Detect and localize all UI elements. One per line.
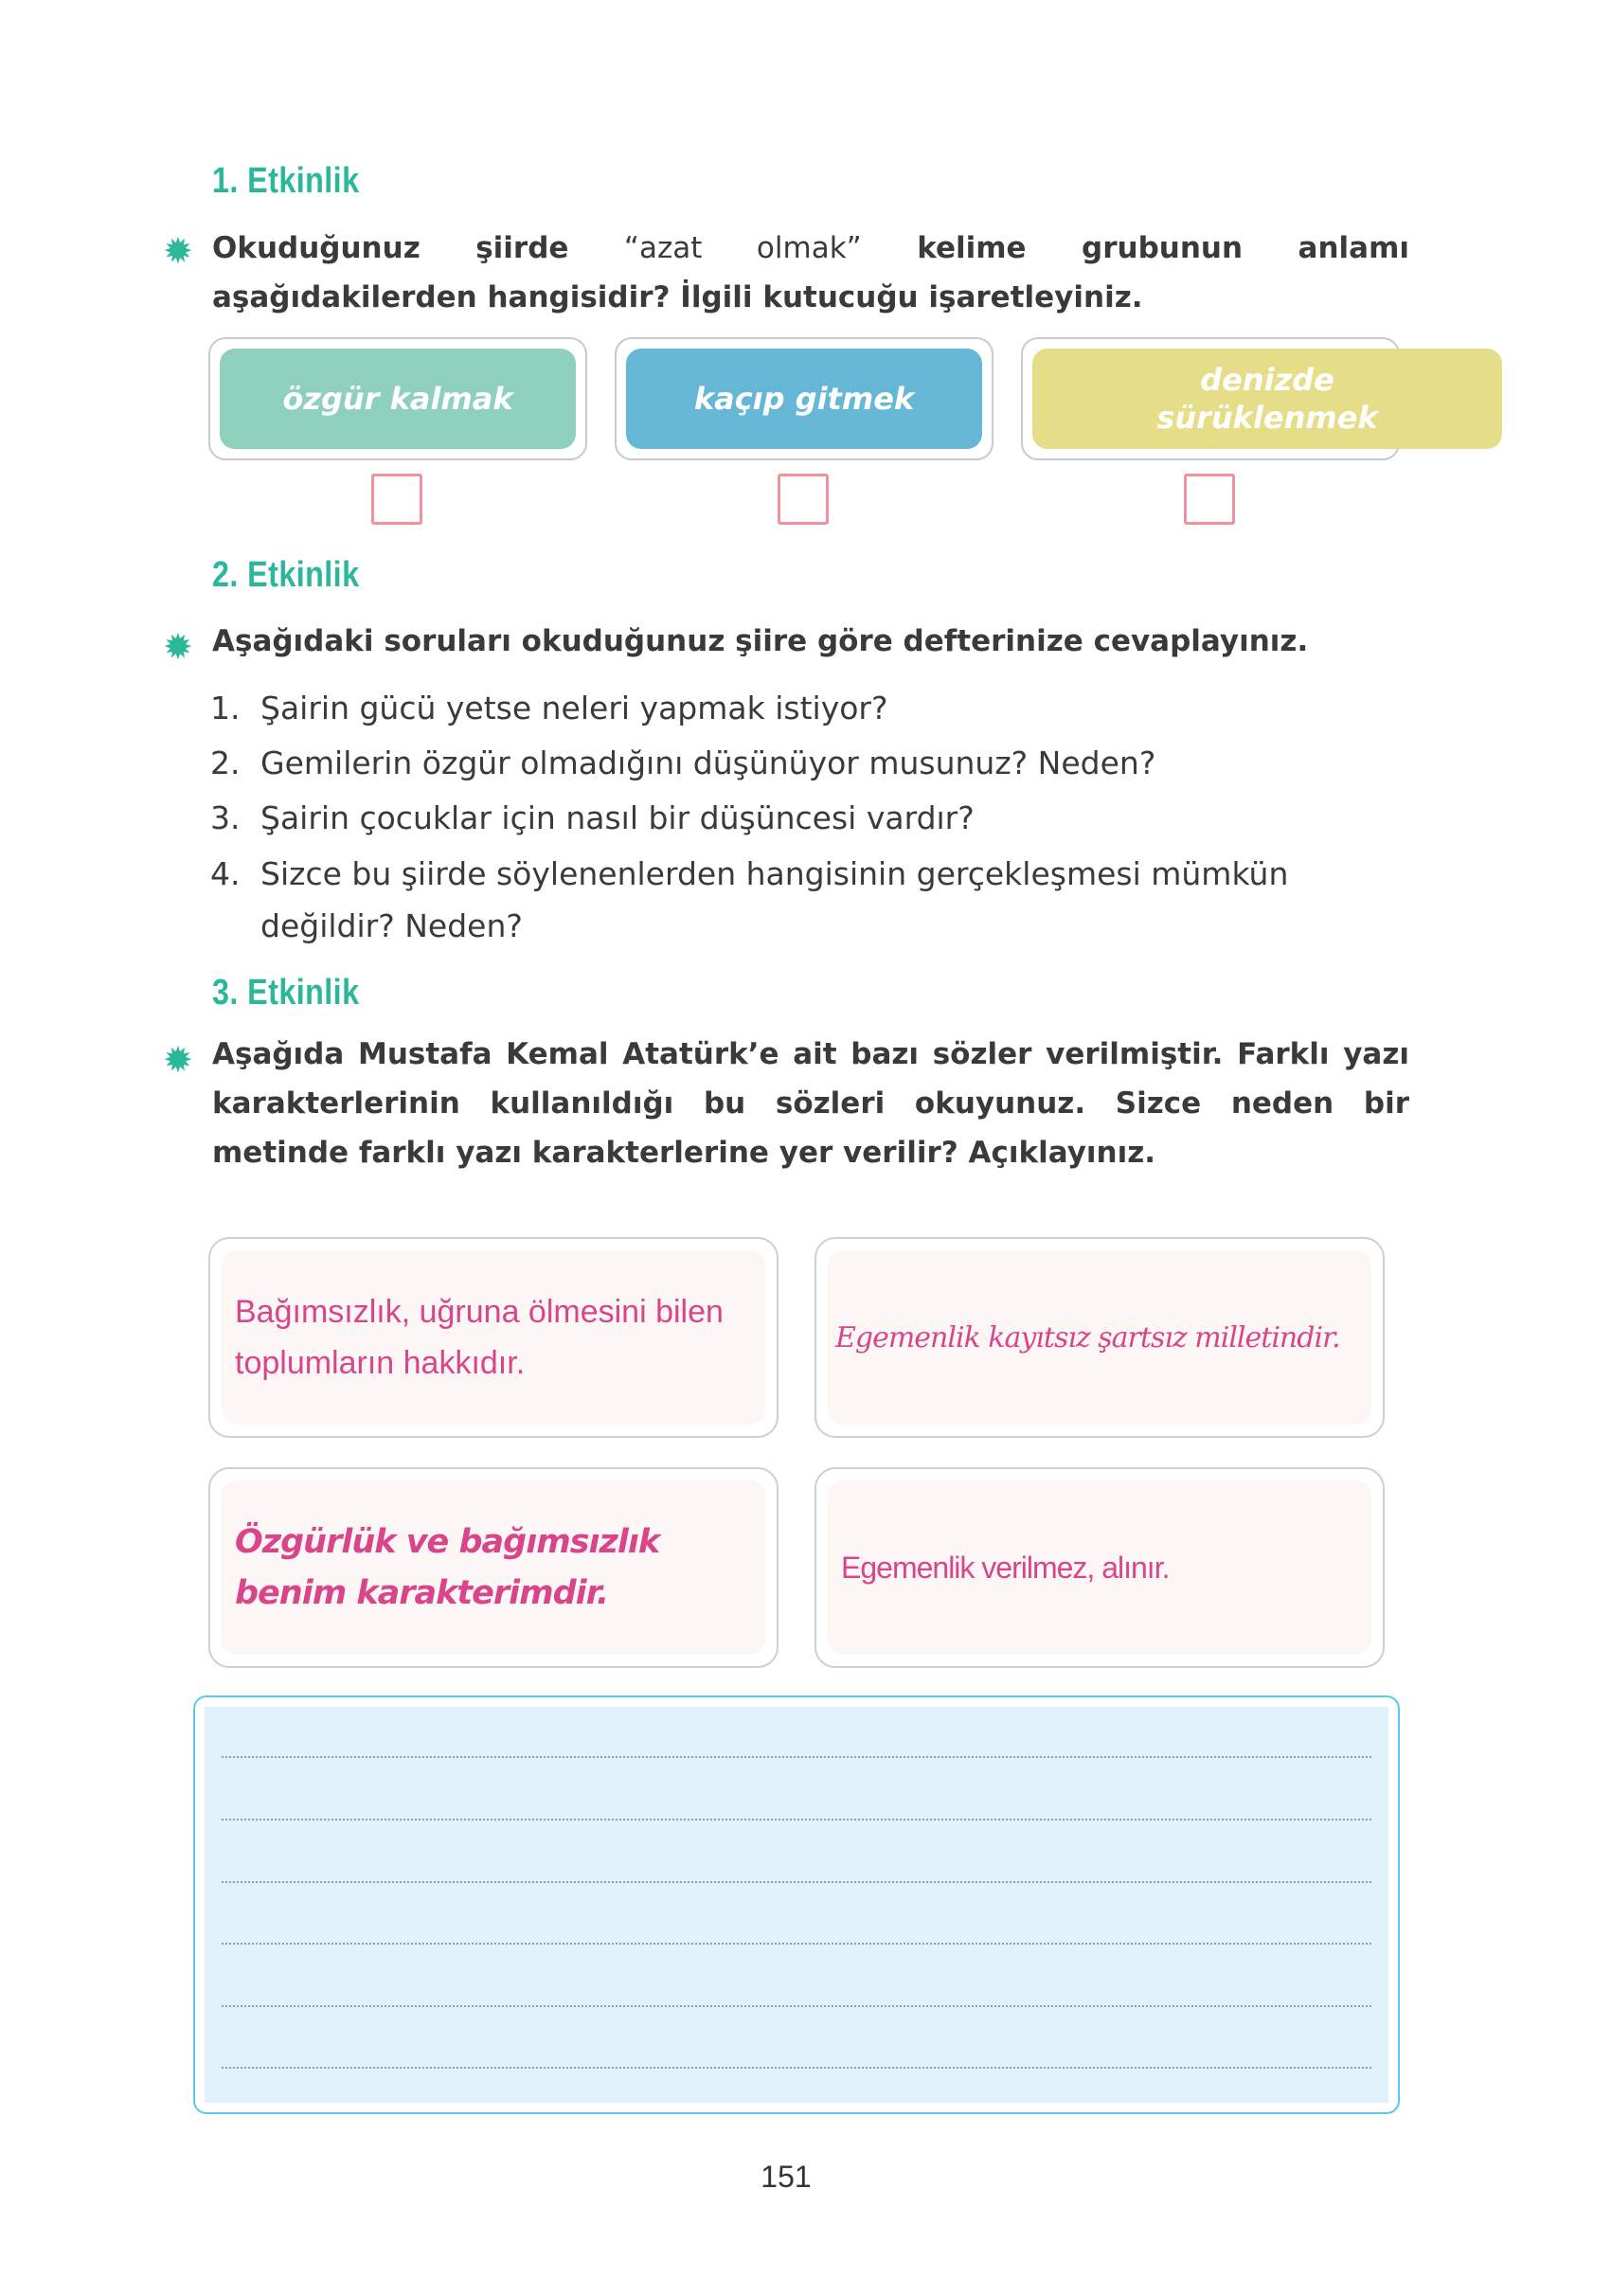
instruction-text: Okuduğunuz şiirde [212, 231, 624, 265]
writing-line [222, 1819, 1371, 1821]
quote-text: Egemenlik verilmez, alınır. [828, 1480, 1371, 1655]
quote-text: Egemenlik kayıtsız şartsız milletindir. [828, 1250, 1371, 1425]
activity-2-instruction: Aşağıdaki soruları okuduğunuz şiire göre defterinize cevaplayınız. [212, 624, 1309, 658]
question-text: Sizce bu şiirde söylenenlerden hangisinin gerçekleşmesi mümkün değildir? Neden? [260, 855, 1289, 944]
writing-line [222, 2067, 1371, 2069]
question-text: Gemilerin özgür olmadığını düşünüyor musunuz? Neden? [260, 744, 1156, 781]
activity-1-heading: 1. Etkinlik [212, 161, 360, 201]
star-bullet-icon: ✹ [163, 230, 193, 272]
option-label: özgür kalmak [220, 349, 576, 449]
writing-line [222, 1756, 1371, 1758]
question-text: Şairin çocuklar için nasıl bir düşüncesi vardır? [260, 799, 975, 836]
question-number: 4. [210, 855, 241, 892]
option-kacip-gitmek [615, 337, 993, 460]
checkbox-ozgur-kalmak[interactable] [371, 474, 422, 525]
star-bullet-icon: ✹ [163, 626, 193, 668]
quote-card [814, 1237, 1385, 1438]
star-bullet-icon: ✹ [163, 1039, 193, 1081]
activity-2-heading: 2. Etkinlik [212, 555, 360, 595]
quote-card [208, 1237, 779, 1438]
checkbox-kacip-gitmek[interactable] [778, 474, 829, 525]
activity-3-heading: 3. Etkinlik [212, 973, 360, 1013]
quote-text: Bağımsızlık, uğruna ölmesini bilen toplumların hakkıdır. [222, 1250, 765, 1425]
option-ozgur-kalmak [208, 337, 587, 460]
writing-line [222, 1881, 1371, 1883]
answer-writing-area[interactable] [193, 1695, 1400, 2114]
quote-text: Özgürlük ve bağımsızlık benim karakterimdir. [222, 1480, 765, 1655]
quote-card [208, 1467, 779, 1668]
quote-card [814, 1467, 1385, 1668]
question-text: Şairin gücü yetse neleri yapmak istiyor? [260, 690, 888, 726]
question-number: 3. [210, 799, 241, 836]
option-label: kaçıp gitmek [626, 349, 982, 449]
activity-1-instruction [212, 224, 1409, 322]
activity-3-instruction: Aşağıda Mustafa Kemal Atatürk’e ait bazı sözler verilmiştir. Farklı yazı karakterlerinin kullanıldığı bu sözleri okuyunuz. Sizce neden bir metinde farklı yazı karakterlerine yer verilir? Açıklayınız. [212, 1037, 1409, 1170]
option-label: denizde sürüklenmek [1032, 349, 1502, 449]
option-denizde-suruklenmek [1021, 337, 1400, 460]
page-number: 151 [761, 2160, 812, 2194]
writing-line [222, 1943, 1371, 1945]
question-number: 1. [210, 690, 241, 726]
question-number: 2. [210, 744, 241, 781]
instruction-quote: “azat olmak” [623, 231, 862, 265]
checkbox-denizde-suruklenmek[interactable] [1184, 474, 1235, 525]
instruction-text: kelime grubunun anlamı aşağıdakilerden hangisidir? İlgili kutucuğu işaretleyiniz. [212, 231, 1409, 314]
writing-line [222, 2005, 1371, 2007]
